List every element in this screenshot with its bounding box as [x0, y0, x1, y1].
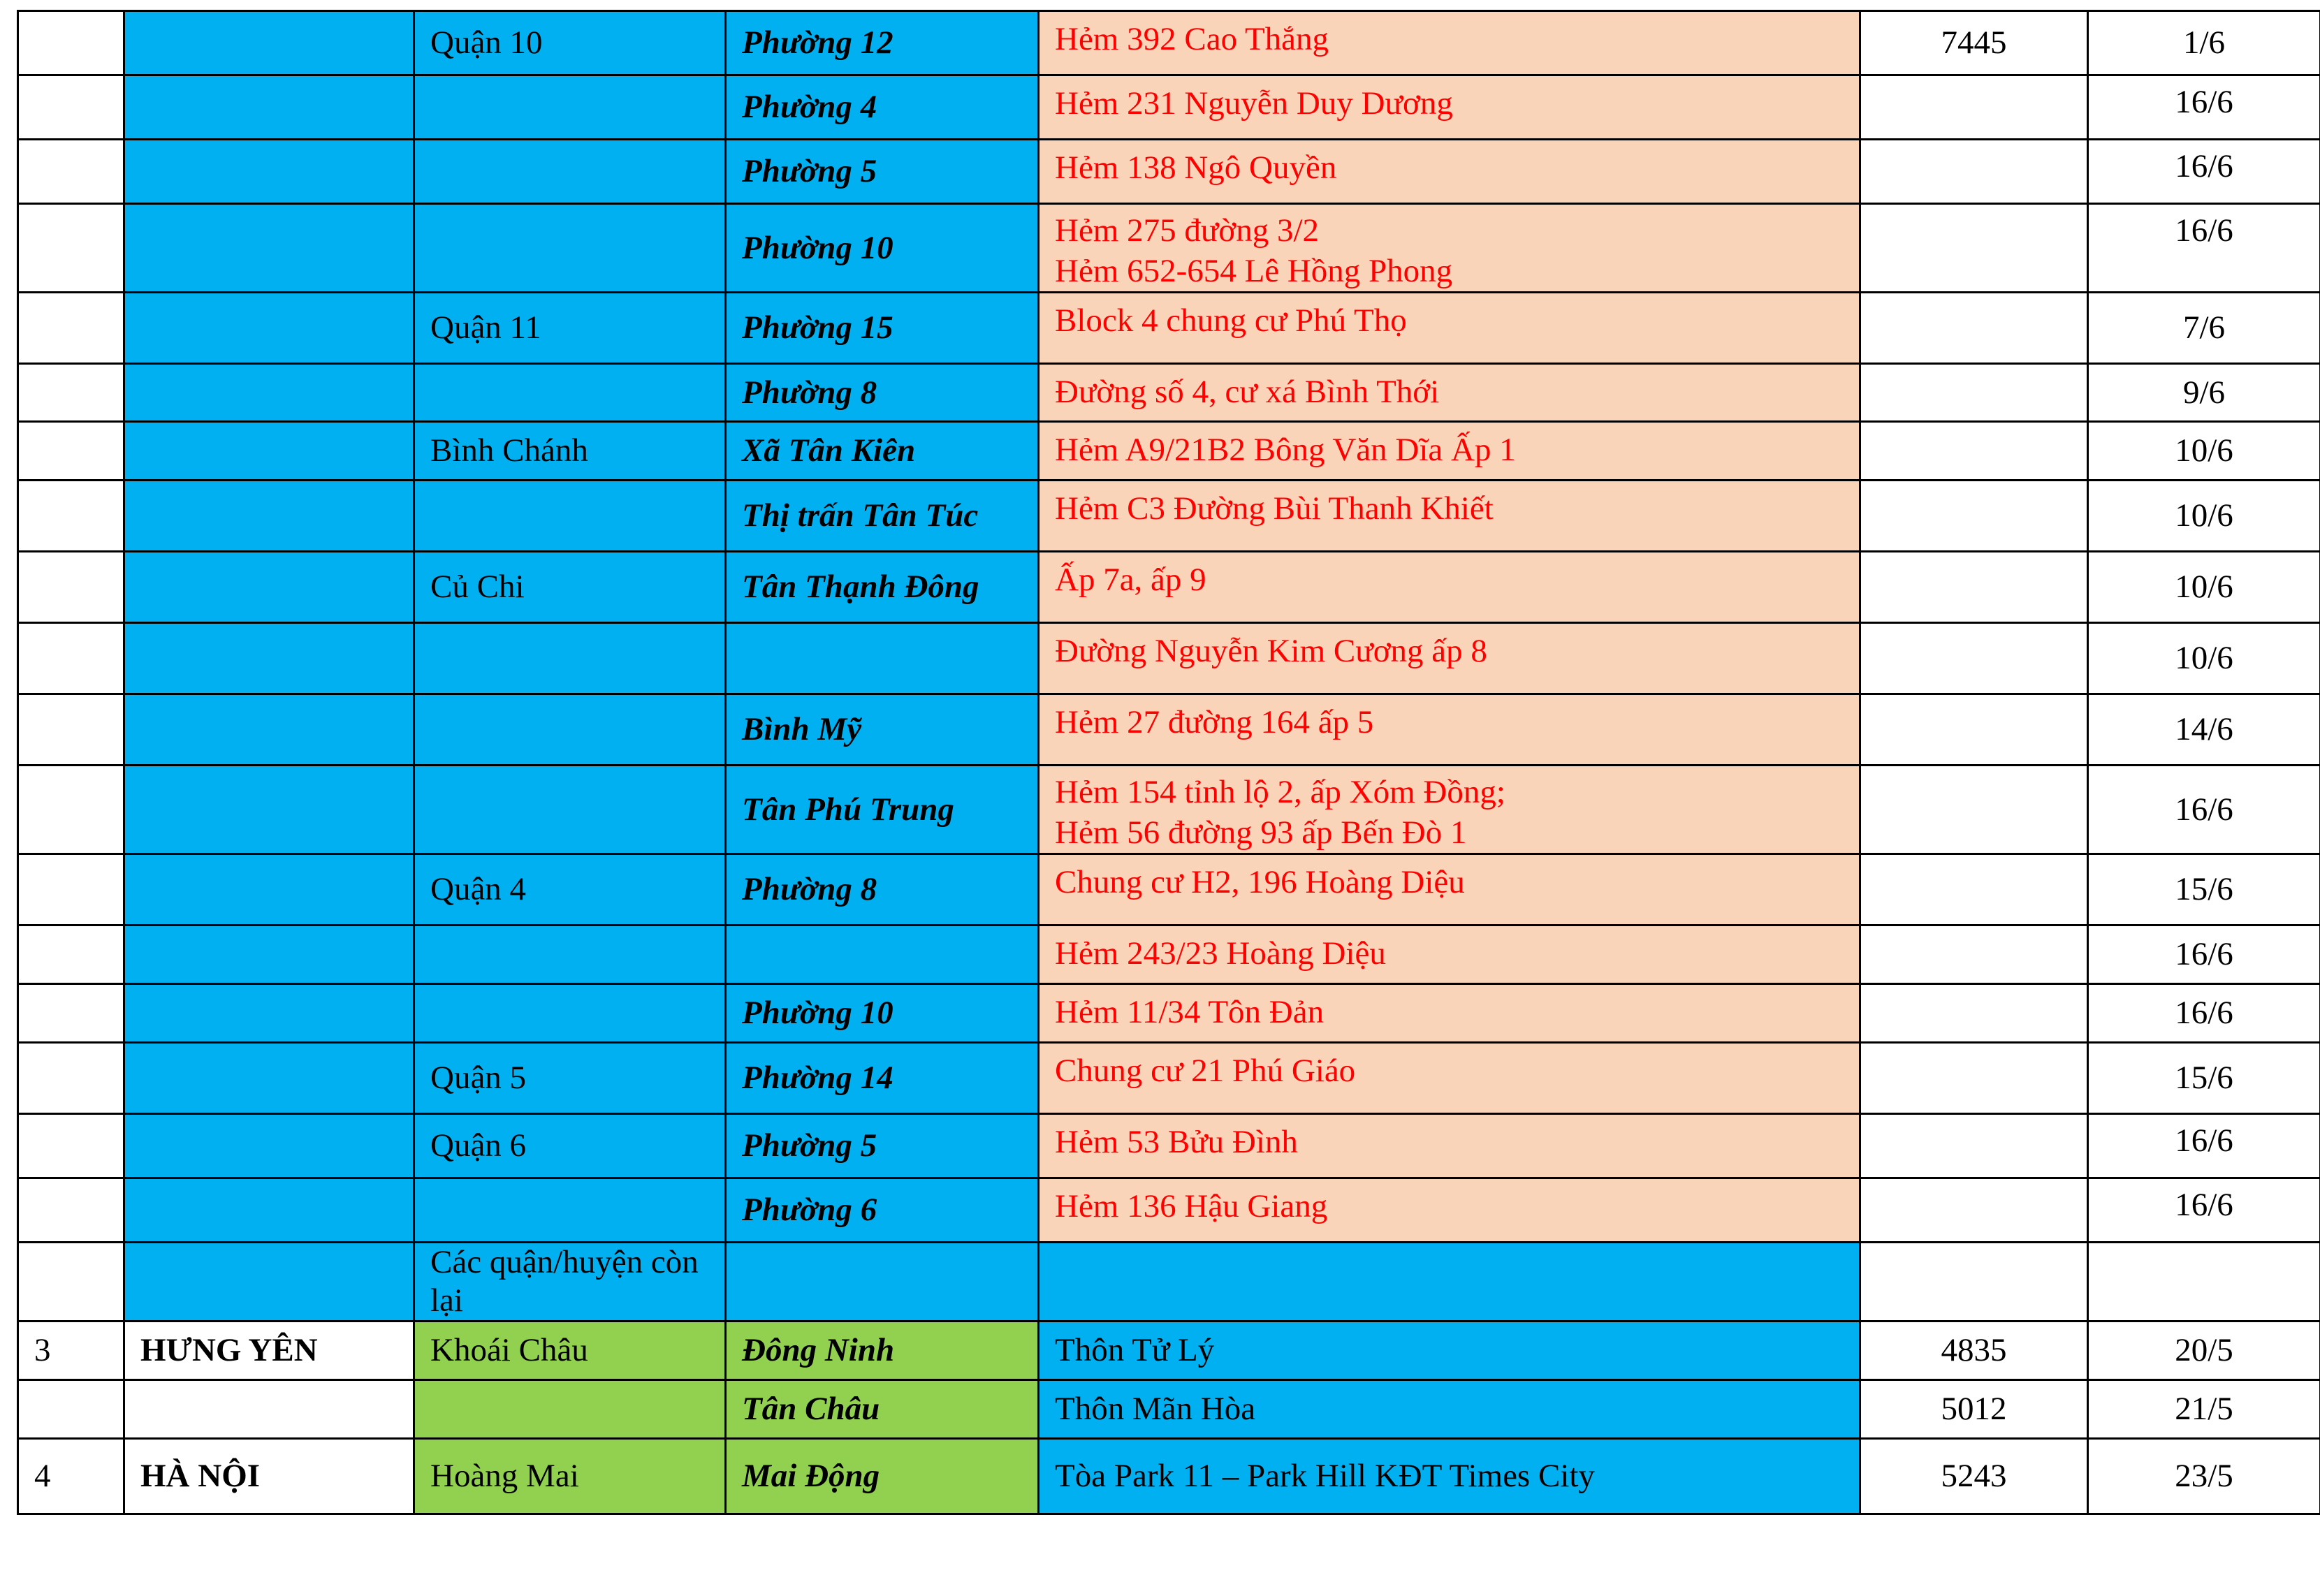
date-cell: 23/5	[2088, 1439, 2320, 1514]
address-line: Hẻm 275 đường 3/2	[1055, 212, 1319, 249]
table-row	[18, 694, 2320, 766]
row-number-cell	[18, 1114, 124, 1178]
province-cell	[124, 623, 414, 694]
district-cell	[414, 1178, 726, 1243]
date-cell: 16/6	[2088, 766, 2320, 854]
table-row	[18, 75, 2320, 140]
address-cell	[1039, 623, 1860, 694]
address-cell	[1039, 11, 1860, 75]
ward-cell: Tân Châu	[726, 1380, 1039, 1439]
case-code-cell	[1860, 552, 2088, 623]
case-code-cell: 5012	[1860, 1380, 2088, 1439]
address-line: Chung cư 21 Phú Giáo	[1055, 1053, 1356, 1089]
province-cell	[124, 552, 414, 623]
ward-cell: Bình Mỹ	[726, 694, 1039, 766]
address-cell	[1039, 364, 1860, 422]
address-cell	[1039, 204, 1860, 293]
row-number-cell	[18, 140, 124, 204]
row-number-cell	[18, 364, 124, 422]
case-code-cell	[1860, 1114, 2088, 1178]
ward-cell: Phường 10	[726, 204, 1039, 293]
case-code-cell	[1860, 854, 2088, 925]
address-cell	[1039, 766, 1860, 854]
province-cell	[124, 364, 414, 422]
ward-cell: Phường 14	[726, 1043, 1039, 1114]
district-cell: Khoái Châu	[414, 1322, 726, 1380]
date-cell	[2088, 1243, 2320, 1322]
case-code-cell	[1860, 766, 2088, 854]
province-cell	[124, 481, 414, 552]
ward-cell: Thị trấn Tân Túc	[726, 481, 1039, 552]
district-cell: Quận 6	[414, 1114, 726, 1178]
table-row	[18, 1043, 2320, 1114]
date-cell: 16/6	[2088, 75, 2320, 140]
address-cell	[1039, 1178, 1860, 1243]
province-cell	[124, 11, 414, 75]
row-number-cell	[18, 11, 124, 75]
table-row	[18, 766, 2320, 854]
case-code-cell	[1860, 1243, 2088, 1322]
district-cell	[414, 925, 726, 984]
address-cell	[1039, 1439, 1860, 1514]
address-cell	[1039, 1043, 1860, 1114]
table-row	[18, 11, 2320, 75]
row-number-cell	[18, 552, 124, 623]
case-code-cell	[1860, 204, 2088, 293]
date-cell: 15/6	[2088, 1043, 2320, 1114]
row-number-cell	[18, 1043, 124, 1114]
case-code-cell	[1860, 422, 2088, 481]
address-line: Hẻm 392 Cao Thắng	[1055, 21, 1329, 57]
address-line: Thôn Mãn Hòa	[1055, 1391, 1256, 1427]
address-line: Đường Nguyễn Kim Cương ấp 8	[1055, 633, 1487, 669]
case-code-cell: 5243	[1860, 1439, 2088, 1514]
district-cell	[414, 984, 726, 1043]
date-cell: 16/6	[2088, 1178, 2320, 1243]
table-row	[18, 1380, 2320, 1439]
ward-cell: Xã Tân Kiên	[726, 422, 1039, 481]
district-cell: Củ Chi	[414, 552, 726, 623]
date-cell: 1/6	[2088, 11, 2320, 75]
ward-cell: Phường 5	[726, 140, 1039, 204]
address-cell	[1039, 140, 1860, 204]
table-row	[18, 984, 2320, 1043]
province-cell	[124, 422, 414, 481]
case-code-cell	[1860, 75, 2088, 140]
district-cell: Quận 5	[414, 1043, 726, 1114]
address-cell	[1039, 854, 1860, 925]
province-cell	[124, 204, 414, 293]
table-row	[18, 1243, 2320, 1322]
district-cell: Các quận/huyện còn lại	[414, 1243, 726, 1322]
row-number-cell	[18, 766, 124, 854]
address-line: Hẻm 27 đường 164 ấp 5	[1055, 704, 1374, 740]
table-row	[18, 1322, 2320, 1380]
case-code-cell	[1860, 925, 2088, 984]
ward-cell: Phường 6	[726, 1178, 1039, 1243]
address-line: Hẻm 138 Ngô Quyền	[1055, 149, 1337, 186]
ward-cell: Phường 15	[726, 293, 1039, 364]
province-cell	[124, 766, 414, 854]
address-cell	[1039, 422, 1860, 481]
district-cell	[414, 623, 726, 694]
district-cell	[414, 75, 726, 140]
district-cell	[414, 364, 726, 422]
district-cell	[414, 1380, 726, 1439]
district-cell	[414, 694, 726, 766]
ward-cell	[726, 925, 1039, 984]
case-code-cell	[1860, 694, 2088, 766]
province-cell	[124, 984, 414, 1043]
district-cell	[414, 140, 726, 204]
ward-cell: Đông Ninh	[726, 1322, 1039, 1380]
district-cell: Hoàng Mai	[414, 1439, 726, 1514]
date-cell: 10/6	[2088, 552, 2320, 623]
address-line: Hẻm 243/23 Hoàng Diệu	[1055, 935, 1386, 972]
address-line: Thôn Tử Lý	[1055, 1332, 1215, 1368]
address-cell	[1039, 552, 1860, 623]
row-number-cell	[18, 984, 124, 1043]
district-cell: Quận 11	[414, 293, 726, 364]
address-line: Hẻm 231 Nguyễn Duy Dương	[1055, 85, 1453, 122]
case-code-cell	[1860, 481, 2088, 552]
address-line: Tòa Park 11 – Park Hill KĐT Times City	[1055, 1458, 1595, 1494]
ward-cell	[726, 1243, 1039, 1322]
district-cell	[414, 766, 726, 854]
ward-cell: Mai Động	[726, 1439, 1039, 1514]
date-cell: 9/6	[2088, 364, 2320, 422]
row-number-cell	[18, 293, 124, 364]
case-code-cell	[1860, 984, 2088, 1043]
address-line: Hẻm A9/21B2 Bông Văn Dĩa Ấp 1	[1055, 432, 1516, 468]
province-cell	[124, 925, 414, 984]
address-line: Hẻm 11/34 Tôn Đản	[1055, 994, 1325, 1030]
address-line: Hẻm 53 Bửu Đình	[1055, 1124, 1298, 1160]
table-row	[18, 422, 2320, 481]
row-number-cell: 3	[18, 1322, 124, 1380]
province-cell	[124, 293, 414, 364]
ward-cell: Phường 8	[726, 364, 1039, 422]
address-cell	[1039, 1380, 1860, 1439]
province-cell	[124, 694, 414, 766]
province-cell	[124, 1178, 414, 1243]
address-cell	[1039, 293, 1860, 364]
table-row	[18, 1114, 2320, 1178]
province-cell	[124, 854, 414, 925]
row-number-cell	[18, 854, 124, 925]
province-cell	[124, 1043, 414, 1114]
ward-cell: Phường 8	[726, 854, 1039, 925]
ward-cell: Phường 12	[726, 11, 1039, 75]
address-line: Đường số 4, cư xá Bình Thới	[1055, 374, 1440, 410]
table-row	[18, 854, 2320, 925]
date-cell: 10/6	[2088, 623, 2320, 694]
case-code-cell	[1860, 364, 2088, 422]
address-line: Hẻm 154 tỉnh lộ 2, ấp Xóm Đồng;	[1055, 774, 1505, 810]
ward-cell: Tân Thạnh Đông	[726, 552, 1039, 623]
date-cell: 14/6	[2088, 694, 2320, 766]
address-line: Hẻm 136 Hậu Giang	[1055, 1188, 1328, 1224]
address-line: Ấp 7a, ấp 9	[1055, 562, 1206, 598]
address-cell	[1039, 481, 1860, 552]
address-line: Block 4 chung cư Phú Thọ	[1055, 302, 1407, 339]
address-line: Chung cư H2, 196 Hoàng Diệu	[1055, 864, 1465, 900]
district-cell: Quận 4	[414, 854, 726, 925]
row-number-cell	[18, 623, 124, 694]
district-cell: Quận 10	[414, 11, 726, 75]
row-number-cell	[18, 481, 124, 552]
date-cell: 20/5	[2088, 1322, 2320, 1380]
table-row	[18, 293, 2320, 364]
table-row	[18, 481, 2320, 552]
row-number-cell	[18, 1178, 124, 1243]
district-cell: Bình Chánh	[414, 422, 726, 481]
table-row	[18, 552, 2320, 623]
row-number-cell	[18, 75, 124, 140]
row-number-cell	[18, 694, 124, 766]
date-cell: 7/6	[2088, 293, 2320, 364]
table-row	[18, 623, 2320, 694]
district-cell	[414, 204, 726, 293]
case-code-cell	[1860, 1043, 2088, 1114]
province-cell	[124, 1380, 414, 1439]
ward-cell: Tân Phú Trung	[726, 766, 1039, 854]
table-row	[18, 204, 2320, 293]
address-line: Hẻm 56 đường 93 ấp Bến Đò 1	[1055, 814, 1467, 851]
ward-cell: Phường 5	[726, 1114, 1039, 1178]
case-code-cell: 4835	[1860, 1322, 2088, 1380]
address-cell	[1039, 1322, 1860, 1380]
ward-cell	[726, 623, 1039, 694]
table-row	[18, 925, 2320, 984]
case-code-cell: 7445	[1860, 11, 2088, 75]
date-cell: 10/6	[2088, 422, 2320, 481]
address-cell	[1039, 1114, 1860, 1178]
date-cell: 21/5	[2088, 1380, 2320, 1439]
row-number-cell: 4	[18, 1439, 124, 1514]
case-code-cell	[1860, 623, 2088, 694]
province-cell	[124, 1114, 414, 1178]
date-cell: 15/6	[2088, 854, 2320, 925]
table-row	[18, 140, 2320, 204]
address-line: Hẻm 652-654 Lê Hồng Phong	[1055, 253, 1453, 289]
date-cell: 10/6	[2088, 481, 2320, 552]
ward-cell: Phường 4	[726, 75, 1039, 140]
date-cell: 16/6	[2088, 925, 2320, 984]
address-line: Hẻm C3 Đường Bùi Thanh Khiết	[1055, 490, 1494, 527]
case-code-cell	[1860, 293, 2088, 364]
date-cell: 16/6	[2088, 984, 2320, 1043]
table-row	[18, 364, 2320, 422]
address-cell	[1039, 75, 1860, 140]
address-cell	[1039, 984, 1860, 1043]
date-cell: 16/6	[2088, 204, 2320, 293]
row-number-cell	[18, 204, 124, 293]
date-cell: 16/6	[2088, 140, 2320, 204]
address-cell	[1039, 694, 1860, 766]
outbreak-locations-table	[17, 10, 2320, 1515]
row-number-cell	[18, 925, 124, 984]
ward-cell: Phường 10	[726, 984, 1039, 1043]
province-cell: HÀ NỘI	[124, 1439, 414, 1514]
province-cell	[124, 75, 414, 140]
district-cell	[414, 481, 726, 552]
table-row	[18, 1178, 2320, 1243]
row-number-cell	[18, 1380, 124, 1439]
row-number-cell	[18, 1243, 124, 1322]
province-cell	[124, 1243, 414, 1322]
case-code-cell	[1860, 140, 2088, 204]
table-body	[18, 11, 2320, 1514]
province-cell	[124, 140, 414, 204]
address-cell	[1039, 1243, 1860, 1322]
row-number-cell	[18, 422, 124, 481]
province-cell: HƯNG YÊN	[124, 1322, 414, 1380]
table-row	[18, 1439, 2320, 1514]
case-code-cell	[1860, 1178, 2088, 1243]
address-cell	[1039, 925, 1860, 984]
date-cell: 16/6	[2088, 1114, 2320, 1178]
